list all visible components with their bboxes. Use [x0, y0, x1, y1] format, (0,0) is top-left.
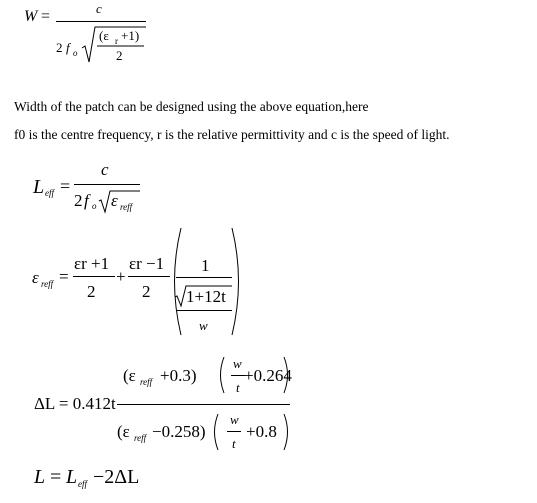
leff-eps-sub: reff: [120, 202, 133, 212]
deltal-den-sub: reff: [134, 433, 147, 443]
deltal-den-t: t: [232, 436, 236, 451]
width-lhs: W: [24, 8, 38, 25]
width-numerator: c: [96, 1, 102, 16]
deltal-den-wt-bar: [227, 431, 241, 432]
ereff-equals: =: [59, 267, 69, 286]
leff-lhs-sub: eff: [45, 188, 54, 198]
ereff-term2-den: 2: [142, 282, 151, 301]
ereff-lhs-sub: reff: [41, 279, 54, 289]
ereff-outer-den: w: [199, 318, 208, 333]
width-two: 2: [56, 40, 63, 55]
leff-f: f: [84, 191, 89, 210]
width-radicand-open: (ε: [99, 28, 109, 43]
ereff-inner-den: 1+12t: [186, 287, 226, 306]
width-radicand-sub: r: [115, 36, 118, 46]
paragraph-line-1: Width of the patch can be designed using the above equation,here: [14, 99, 369, 114]
ereff-term2-num: εr −1: [129, 254, 165, 273]
leff-equals: =: [60, 176, 71, 196]
width-radicand-den: 2: [116, 48, 123, 63]
deltal-den-open: (ε: [117, 422, 130, 441]
deltal-num-tail: +0.264: [244, 366, 292, 385]
width-f: f: [66, 40, 70, 55]
leff-two: 2: [74, 191, 83, 210]
width-radicand-tail: +1): [121, 28, 140, 43]
ereff-term1-num: εr +1: [74, 254, 110, 273]
deltal-num-t: t: [236, 380, 240, 395]
deltal-num-open: (ε: [123, 366, 136, 385]
deltal-den-tail: +0.8: [246, 422, 277, 441]
l-equals: =: [50, 466, 62, 488]
deltal-num-mid: +0.3): [160, 366, 197, 385]
l-lhs: L: [34, 466, 46, 488]
ereff-plus: +: [116, 267, 126, 286]
ereff-term1-den: 2: [87, 282, 96, 301]
l-rhs-l: L: [66, 466, 78, 488]
ereff-lhs: ε: [32, 268, 39, 287]
deltal-den-w: w: [230, 412, 239, 427]
leff-eps: ε: [111, 191, 118, 210]
ereff-inner-num: 1: [201, 256, 210, 275]
width-f-sub: o: [73, 48, 78, 58]
leff-f-sub: o: [92, 201, 97, 211]
paragraph-line-2: f0 is the centre frequency, r is the relative permittivity and c is the speed of light.: [14, 127, 450, 142]
l-rhs-sub: eff: [78, 479, 87, 489]
deltal-num-w: w: [233, 356, 242, 371]
deltal-lhs: ΔL = 0.412t: [34, 394, 116, 413]
leff-lhs: L: [33, 176, 45, 198]
l-rhs-tail: −2ΔL: [93, 466, 140, 488]
deltal-num-sub: reff: [140, 377, 153, 387]
width-equals: =: [41, 8, 51, 25]
leff-numerator: c: [101, 160, 109, 179]
deltal-den-mid: −0.258): [152, 422, 206, 441]
deltal-num-wt-bar: [231, 375, 245, 376]
